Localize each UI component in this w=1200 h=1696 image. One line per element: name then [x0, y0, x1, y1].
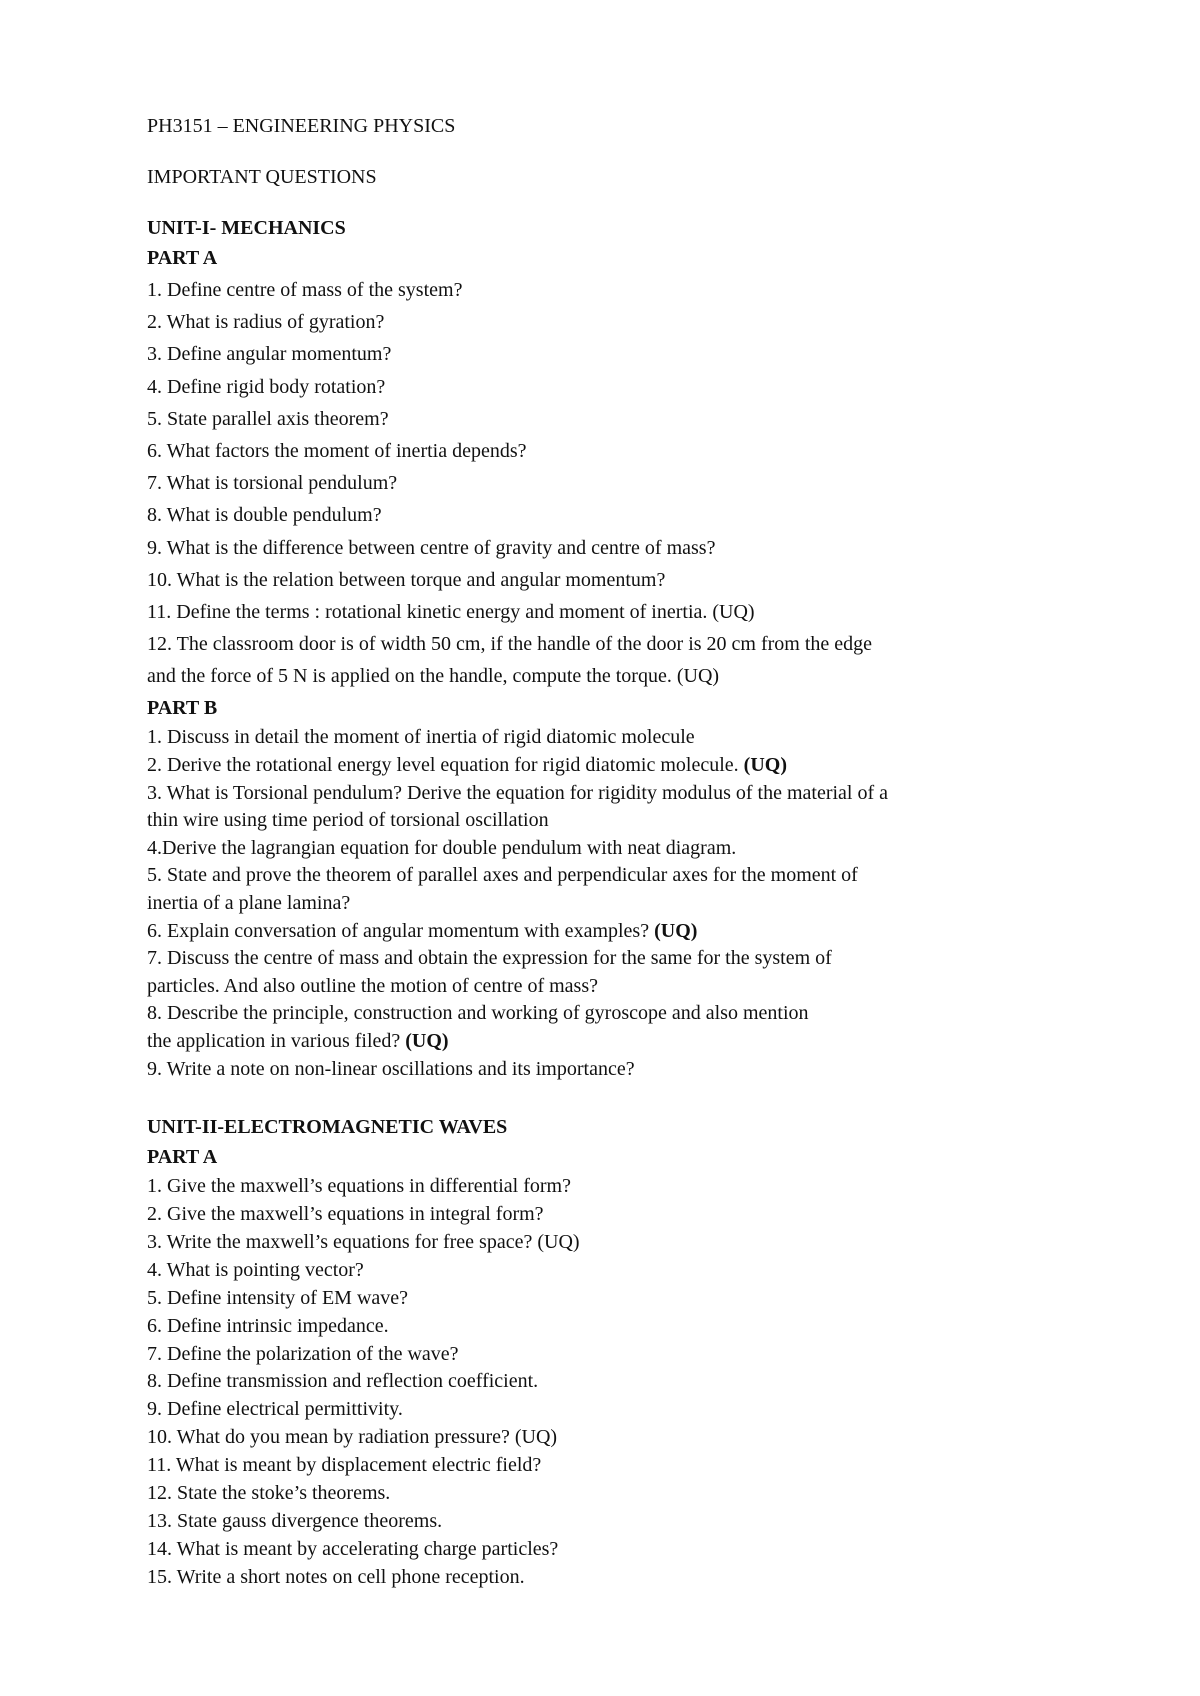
unit-1-part-b-list [147, 724, 1077, 1083]
unit-1-heading: UNIT-I- MECHANICS [147, 217, 346, 239]
list-item-continued: particles. And also outline the motion of centre of mass? [147, 974, 598, 997]
list-item: 8. Define transmission and reflection coefficient. [147, 1370, 539, 1393]
question-text: the application in various filed? [147, 1029, 406, 1052]
list-item: 4.Derive the lagrangian equation for double pendulum with neat diagram. [147, 836, 737, 859]
list-item: 15. Write a short notes on cell phone reception. [147, 1565, 525, 1588]
list-item: 4. Define rigid body rotation? [147, 375, 386, 398]
list-item: 11. What is meant by displacement electric field? [147, 1454, 542, 1477]
document-page [147, 112, 1077, 1592]
list-item: 3. Write the maxwell’s equations for free space? (UQ) [147, 1230, 580, 1253]
list-item: 5. State parallel axis theorem? [147, 407, 389, 430]
list-item: 1. Define centre of mass of the system? [147, 279, 463, 301]
uq-tag: (UQ) [654, 919, 698, 942]
list-item: 10. What is the relation between torque and angular momentum? [147, 568, 666, 591]
list-item: 1. Give the maxwell’s equations in differential form? [147, 1175, 571, 1198]
unit-2-part-a-heading: PART A [147, 1146, 218, 1169]
question-text: 6. Explain conversation of angular momentum with examples? [147, 919, 655, 942]
unit-2-heading: UNIT-II-ELECTROMAGNETIC WAVES [147, 1116, 508, 1139]
list-item: 14. What is meant by accelerating charge particles? [147, 1537, 559, 1560]
list-item [147, 918, 1077, 946]
list-item: 9. Write a note on non-linear oscillations and its importance? [147, 1057, 635, 1080]
list-item: 12. State the stoke’s theorems. [147, 1481, 391, 1504]
course-title: PH3151 – ENGINEERING PHYSICS [147, 115, 456, 137]
list-item: 5. State and prove the theorem of parallel axes and perpendicular axes for the moment of [147, 864, 858, 887]
list-item: 2. Give the maxwell’s equations in integral form? [147, 1203, 544, 1226]
list-item: 7. What is torsional pendulum? [147, 472, 398, 495]
uq-tag: (UQ) [405, 1029, 449, 1052]
list-item: 7. Discuss the centre of mass and obtain the expression for the same for the system of [147, 947, 832, 970]
list-item: 12. The classroom door is of width 50 cm, if the handle of the door is 20 cm from the edge [147, 633, 873, 656]
list-item: and the force of 5 N is applied on the handle, compute the torque. (UQ) [147, 665, 720, 688]
list-item: 4. What is pointing vector? [147, 1258, 364, 1281]
list-item-continued: inertia of a plane lamina? [147, 892, 351, 914]
unit-1-part-a-list [147, 274, 1077, 692]
list-item: 5. Define intensity of EM wave? [147, 1286, 409, 1309]
list-item: 10. What do you mean by radiation pressure? (UQ) [147, 1426, 558, 1449]
list-item: 3. Define angular momentum? [147, 343, 392, 366]
list-item: 3. What is Torsional pendulum? Derive the equation for rigidity modulus of the material of a [147, 781, 889, 804]
list-item: 9. Define electrical permittivity. [147, 1398, 403, 1421]
list-item: 8. What is double pendulum? [147, 504, 382, 527]
document-subtitle: IMPORTANT QUESTIONS [147, 166, 377, 188]
list-item [147, 752, 1077, 780]
unit-2-part-a-list [147, 1173, 1077, 1591]
question-text: 2. Derive the rotational energy level equation for rigid diatomic molecule. [147, 754, 744, 777]
list-item: 6. What factors the moment of inertia depends? [147, 439, 527, 462]
list-item: 2. What is radius of gyration? [147, 311, 385, 334]
uq-tag: (UQ) [743, 754, 787, 777]
list-item: 9. What is the difference between centre of gravity and centre of mass? [147, 536, 716, 559]
list-item: 1. Discuss in detail the moment of inertia of rigid diatomic molecule [147, 726, 695, 749]
unit-1-part-a-heading: PART A [147, 247, 218, 269]
unit-1-part-b-heading: PART B [147, 697, 218, 720]
list-item-continued [147, 1028, 1077, 1056]
list-item: 7. Define the polarization of the wave? [147, 1342, 459, 1365]
list-item: 6. Define intrinsic impedance. [147, 1314, 389, 1337]
list-item: 13. State gauss divergence theorems. [147, 1509, 443, 1532]
list-item: 8. Describe the principle, construction and working of gyroscope and also mention [147, 1002, 809, 1025]
list-item-continued: thin wire using time period of torsional oscillation [147, 809, 549, 832]
list-item: 11. Define the terms : rotational kinetic energy and moment of inertia. (UQ) [147, 600, 755, 623]
